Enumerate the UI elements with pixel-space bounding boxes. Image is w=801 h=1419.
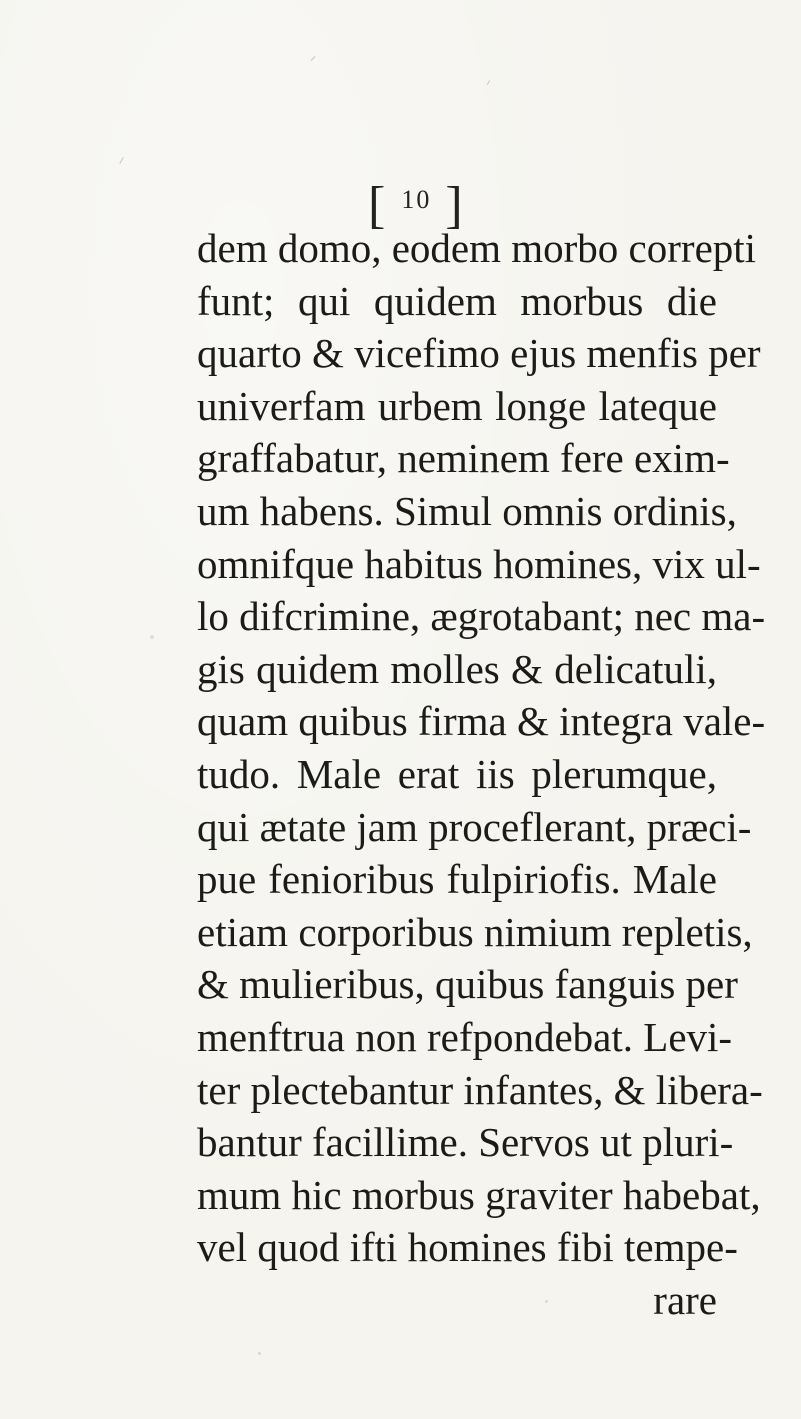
- text-line: gis quidem molles & delicatuli,: [197, 645, 717, 692]
- text-line: qui ætate jam proceflerant, præci-: [197, 803, 752, 850]
- text-line: ter plectebantur infantes, & libera-: [197, 1066, 763, 1113]
- text-line: etiam corporibus nimium repletis,: [197, 908, 753, 955]
- catchword: rare: [653, 1276, 717, 1323]
- text-line: um habens. Simul omnis ordinis,: [197, 487, 737, 534]
- text-line: bantur facillime. Servos ut pluri-: [197, 1119, 734, 1166]
- text-line: graffabatur, neminem fere exim-: [197, 435, 730, 482]
- text-line: menftrua non refpondebat. Levi-: [197, 1013, 733, 1060]
- paper-speck: [545, 1300, 548, 1303]
- text-line: pue fenioribus fulpiriofis. Male: [197, 856, 717, 903]
- text-line: vel quod ifti homines fibi tempe-: [197, 1224, 738, 1271]
- text-line: dem domo, eodem morbo correpti: [197, 225, 757, 271]
- text-line: mum hic morbus graviter habebat,: [197, 1171, 761, 1218]
- page-number-header: [368, 168, 465, 234]
- text-line: univerfam urbem longe lateque: [197, 382, 717, 429]
- text-line: lo difcrimine, ægrotabant; nec ma-: [197, 593, 766, 640]
- paper-speck: [258, 1352, 261, 1355]
- paper-speck: [119, 157, 123, 164]
- text-line: & mulieribus, quibus fanguis per: [197, 961, 738, 1008]
- text-line: tudo. Male erat iis plerumque,: [197, 750, 717, 797]
- text-line: quam quibus firma & integra vale-: [197, 698, 766, 745]
- paper-speck: [311, 56, 316, 61]
- bracket-open: [: [368, 177, 388, 234]
- body-text: [197, 222, 766, 1326]
- paper-speck: [150, 635, 154, 639]
- text-line: funt; qui quidem morbus die: [197, 277, 717, 324]
- page-number: 10: [401, 185, 432, 214]
- bracket-close: ]: [445, 177, 465, 234]
- paper-speck: [487, 80, 490, 85]
- text-line: omnifque habitus homines, vix ul-: [197, 540, 761, 587]
- text-line: quarto & vicefimo ejus menfis per: [197, 330, 761, 377]
